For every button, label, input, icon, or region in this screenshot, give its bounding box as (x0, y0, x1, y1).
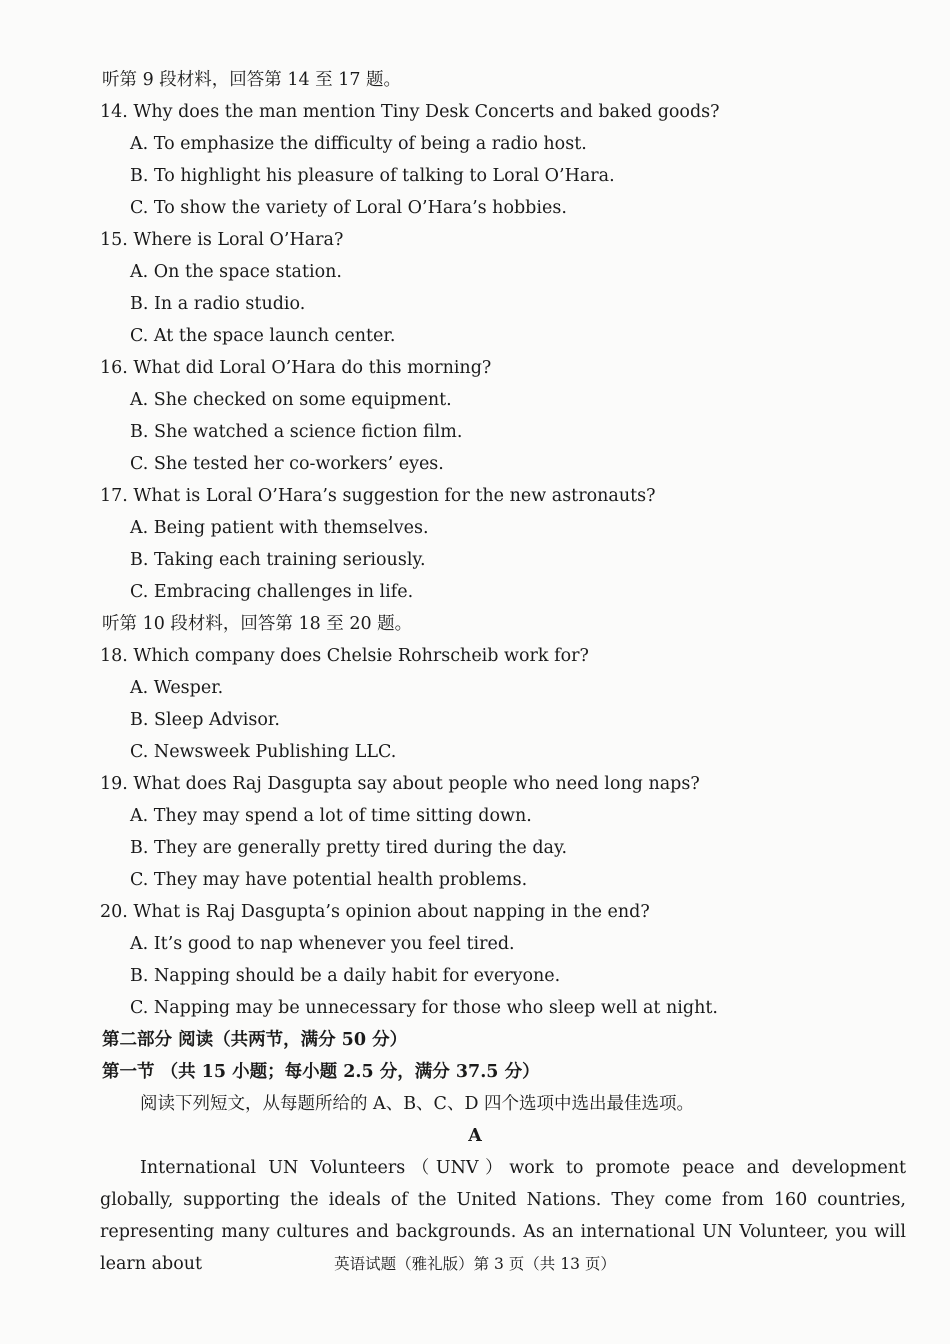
question-16-stem: 16. What did Loral O’Hara do this morning? (100, 358, 492, 378)
question-16-option-c: C. She tested her co-workers’ eyes. (130, 454, 444, 474)
question-18-option-a: A. Wesper. (130, 678, 224, 698)
question-19-option-b: B. They are generally pretty tired during the day. (130, 838, 568, 858)
question-16-option-b: B. She watched a science fiction film. (130, 422, 463, 442)
question-14-option-c: C. To show the variety of Loral O’Hara’s hobbies. (130, 198, 567, 218)
question-18-option-b: B. Sleep Advisor. (130, 710, 280, 730)
question-15-stem: 15. Where is Loral O’Hara? (100, 230, 344, 250)
part-two-header: 第二部分 阅读（共两节，满分 50 分） (102, 1030, 408, 1050)
section-one-header: 第一节 （共 15 小题；每小题 2.5 分，满分 37.5 分） (102, 1062, 540, 1082)
question-14-option-a: A. To emphasize the difficulty of being a radio host. (130, 134, 587, 154)
question-20-option-c: C. Napping may be unnecessary for those who sleep well at night. (130, 998, 718, 1018)
question-19-stem: 19. What does Raj Dasgupta say about people who need long naps? (100, 774, 700, 794)
question-20-stem: 20. What is Raj Dasgupta’s opinion about napping in the end? (100, 902, 650, 922)
passage-a-text: International UN Volunteers（UNV）work to promote peace and development globally, supporting the ideals of the United Nations. They come from 160 countries, representing many cultures and backgrounds. As an international UN Volunteer, you will learn about (100, 1158, 906, 1274)
question-19-option-a: A. They may spend a lot of time sitting down. (130, 806, 532, 826)
question-18-stem: 18. Which company does Chelsie Rohrscheib work for? (100, 646, 589, 666)
question-16-option-a: A. She checked on some equipment. (130, 390, 452, 410)
question-20-option-b: B. Napping should be a daily habit for everyone. (130, 966, 561, 986)
question-17-option-c: C. Embracing challenges in life. (130, 582, 414, 602)
listening-section-9-header: 听第 9 段材料，回答第 14 至 17 题。 (102, 70, 402, 90)
question-14-option-b: B. To highlight his pleasure of talking to Loral O’Hara. (130, 166, 615, 186)
reading-instruction: 阅读下列短文，从每题所给的 A、B、C、D 四个选项中选出最佳选项。 (140, 1094, 695, 1114)
question-14-stem: 14. Why does the man mention Tiny Desk Concerts and baked goods? (100, 102, 720, 122)
question-19-option-c: C. They may have potential health problems. (130, 870, 528, 890)
listening-section-10-header: 听第 10 段材料，回答第 18 至 20 题。 (102, 614, 413, 634)
question-17-option-a: A. Being patient with themselves. (130, 518, 429, 538)
question-15-option-b: B. In a radio studio. (130, 294, 306, 314)
page-footer: 英语试题（雅礼版）第 3 页（共 13 页） (334, 1255, 616, 1273)
question-20-option-a: A. It’s good to nap whenever you feel tired. (130, 934, 515, 954)
passage-label: A (468, 1126, 482, 1146)
question-17-stem: 17. What is Loral O’Hara’s suggestion for the new astronauts? (100, 486, 656, 506)
question-15-option-a: A. On the space station. (130, 262, 342, 282)
question-17-option-b: B. Taking each training seriously. (130, 550, 426, 570)
question-15-option-c: C. At the space launch center. (130, 326, 396, 346)
question-18-option-c: C. Newsweek Publishing LLC. (130, 742, 397, 762)
